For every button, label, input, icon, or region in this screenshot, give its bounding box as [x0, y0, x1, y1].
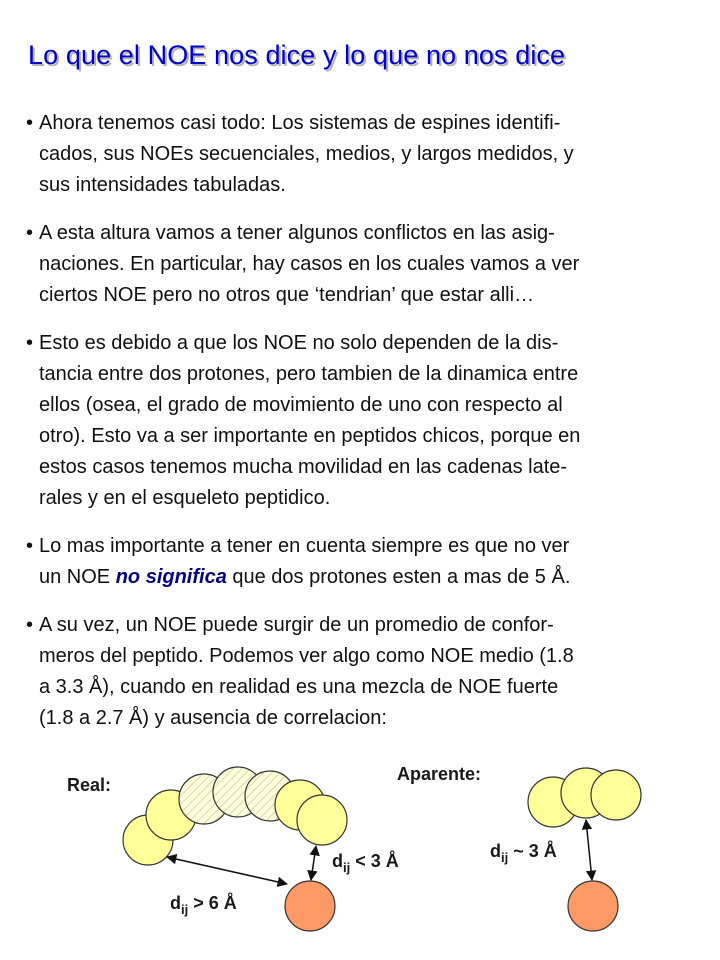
bullet-line: estos casos tenemos mucha movilidad en las cadenas late-: [39, 456, 568, 478]
bullet-marker: •: [26, 112, 34, 134]
distance-value: > 6 Å: [193, 893, 237, 913]
bullet-line: ellos (osea, el grado de movimiento de uno con respecto al: [39, 394, 563, 416]
d-symbol: d: [170, 893, 181, 913]
text-run: que dos protones esten a mas de 5 Å.: [226, 566, 571, 588]
distance-value: ~ 3 Å: [513, 841, 557, 861]
page-title: Lo que el NOE nos dice y lo que no nos dice: [28, 40, 566, 70]
bullet-line: [39, 562, 706, 593]
bullet-marker: •: [26, 332, 34, 354]
d-symbol: d: [490, 841, 501, 861]
bullet-line: otro). Esto va a ser importante en peptidos chicos, porque en: [39, 425, 581, 447]
proton-circle: [285, 881, 335, 931]
distance-arrow-apparent: [586, 820, 592, 880]
bullet-list: [26, 108, 706, 751]
bullet-1: [26, 108, 706, 201]
bullet-marker: •: [26, 614, 34, 636]
bullet-line: (1.8 a 2.7 Å) y ausencia de correlacion:: [39, 707, 387, 729]
bullet-marker: •: [26, 535, 34, 557]
distance-arrow-far: [167, 857, 287, 884]
bullet-line: Lo mas importante a tener en cuenta siempre es que no ver: [39, 535, 570, 557]
apparent-label: Aparente:: [397, 764, 482, 784]
apparent-distance: [490, 841, 557, 865]
bullet-5: [26, 610, 706, 734]
d-symbol: d: [332, 851, 343, 871]
bullet-line: A su vez, un NOE puede surgir de un promedio de confor-: [39, 614, 554, 636]
distance-arrow-near: [311, 846, 316, 880]
bullet-line: A esta altura vamos a tener algunos conflictos en las asig-: [39, 222, 555, 244]
emphasis-text: no significa: [115, 566, 227, 588]
bullet-4: [26, 531, 706, 593]
apparent-conformer-circle: [591, 770, 641, 820]
d-subscript: ij: [501, 850, 509, 865]
noe-diagram: [0, 740, 720, 960]
bullet-line: Ahora tenemos casi todo: Los sistemas de espines identifi-: [39, 112, 561, 134]
conformer-circle: [297, 795, 347, 845]
d-subscript: ij: [181, 902, 189, 917]
text-run: un NOE: [39, 566, 116, 588]
bullet-line: naciones. En particular, hay casos en los cuales vamos a ver: [39, 253, 580, 275]
bullet-marker: •: [26, 222, 34, 244]
apparent-proton-circle: [568, 881, 618, 931]
real-far-distance: [170, 893, 237, 917]
bullet-line: Esto es debido a que los NOE no solo dependen de la dis-: [39, 332, 559, 354]
bullet-line: meros del peptido. Podemos ver algo como NOE medio (1.8: [39, 645, 574, 667]
bullet-line: ciertos NOE pero no otros que ‘tendrian’ que estar alli…: [39, 284, 535, 306]
bullet-line: cados, sus NOEs secuenciales, medios, y largos medidos, y: [39, 143, 574, 165]
distance-value: < 3 Å: [355, 851, 399, 871]
real-near-distance: [332, 851, 399, 875]
bullet-line: tancia entre dos protones, pero tambien de la dinamica entre: [39, 363, 579, 385]
bullet-3: [26, 328, 706, 514]
bullet-line: rales y en el esqueleto peptidico.: [39, 487, 331, 509]
bullet-line: sus intensidades tabuladas.: [39, 174, 286, 196]
real-label: Real:: [67, 775, 112, 795]
bullet-2: [26, 218, 706, 311]
d-subscript: ij: [343, 860, 351, 875]
bullet-line: a 3.3 Å), cuando en realidad es una mezcla de NOE fuerte: [39, 676, 559, 698]
